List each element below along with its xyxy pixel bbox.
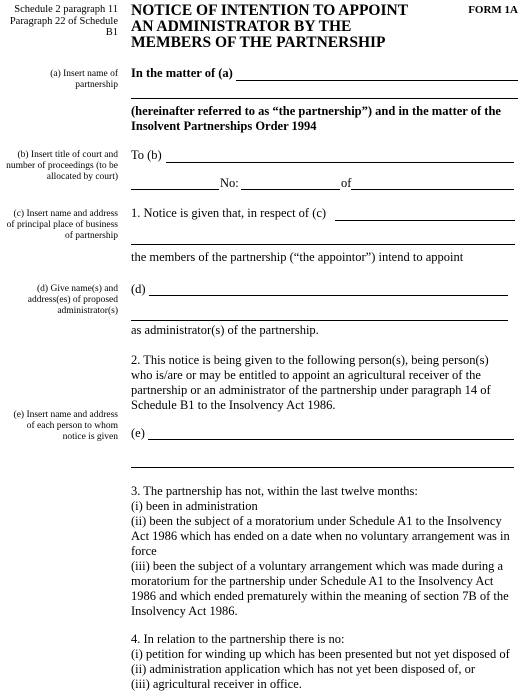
as-administrator-text: as administrator(s) of the partnership. [131,323,319,337]
form-number: FORM 1A [468,4,518,16]
para4-line: 4. In relation to the partnership there is no: [131,632,345,646]
of-label: of [341,176,352,190]
para3-line: force [131,544,157,558]
to-b-label: To (b) [131,148,162,162]
recipient-field-line2[interactable] [131,467,514,468]
form-title [131,3,431,51]
para3-line: 3. The partnership has not, within the last twelve months: [131,484,418,498]
para3-line: Act 1986 which has ended on a date when no voluntary arrangement was in [131,529,510,543]
side-note-d [4,284,118,317]
proceedings-number-field[interactable] [241,189,340,190]
e-label: (e) [131,426,145,440]
side-note-line: allocated by court) [46,172,118,182]
schedule-ref-line: B1 [105,27,118,38]
para2-line: Schedule B1 to the Insolvency Act 1986. [131,398,336,412]
para3-line: moratorium for the partnership under Schedule A1 to the Insolvency Act [131,574,494,588]
para4-line: (i) petition for winding up which has been presented but not yet disposed of [131,647,510,661]
para2-line: 2. This notice is being given to the following person(s), being person(s) [131,353,489,367]
side-note-line: of each person to whom [26,421,118,431]
schedule-reference [4,4,118,39]
para4-line: (ii) administration application which has not yet been disposed of, or [131,662,476,676]
para3-line: (i) been in administration [131,499,258,513]
proceedings-year-field[interactable] [351,189,514,190]
title-line: NOTICE OF INTENTION TO APPOINT [131,2,409,19]
hereinafter-line: (hereinafter referred to as “the partnership”) and in the matter of the [131,104,501,118]
paragraph-3 [131,484,523,619]
matter-of-label: In the matter of (a) [131,66,233,80]
court-field-prefix[interactable] [131,189,219,190]
side-note-line: (b) Insert title of court and [17,150,118,160]
side-note-e [4,410,118,443]
hereinafter-line: Insolvent Partnerships Order 1994 [131,119,317,133]
side-note-line: (e) Insert name and address [13,410,118,420]
side-note-b [4,150,118,183]
hereinafter-text [131,104,523,134]
administrator-name-field[interactable] [149,295,508,296]
side-note-c [4,209,118,242]
partnership-name-field-line2[interactable] [131,98,518,99]
para3-line: Insolvency Act 1986. [131,604,238,618]
side-note-line: administrator(s) [57,306,118,316]
partnership-name-field[interactable] [236,80,518,81]
side-note-line: of partnership [64,231,118,241]
side-note-line: partnership [75,80,118,90]
para3-line: 1986 and which ended prematurely within the meaning of section 7B of the [131,589,509,603]
para4-line: (iii) agricultural receiver in office. [131,677,302,691]
side-note-a [4,69,118,91]
side-note-line: (c) Insert name and address [13,209,118,219]
side-note-line: notice is given [62,432,118,442]
title-line: MEMBERS OF THE PARTNERSHIP [131,34,386,51]
side-note-line: (a) Insert name of [50,69,118,79]
d-label: (d) [131,282,146,296]
title-line: AN ADMINISTRATOR BY THE [131,18,352,35]
business-address-field[interactable] [335,220,515,221]
administrator-address-field[interactable] [131,320,508,321]
paragraph-4 [131,632,523,692]
para2-line: partnership or an administrator of the partnership under paragraph 14 of [131,383,491,397]
paragraph-1: 1. Notice is given that, in respect of (c) [131,206,327,220]
court-title-field[interactable] [166,162,514,163]
paragraph-2 [131,353,523,413]
para2-line: who is/are or may be entitled to appoint an agricultural receiver of the [131,368,481,382]
schedule-ref-line: Paragraph 22 of Schedule [9,15,118,27]
no-label: No: [220,176,239,190]
recipient-field[interactable] [148,439,514,440]
side-note-line: address(es) of proposed [27,295,118,305]
members-appointor-text: the members of the partnership (“the appointor”) intend to appoint [131,250,464,264]
para3-line: (iii) been the subject of a voluntary arrangement which was made during a [131,559,504,573]
business-address-field-line2[interactable] [131,244,515,245]
side-note-line: number of proceedings (to be [6,161,118,171]
schedule-ref-line: Schedule 2 paragraph 11 [14,4,118,15]
side-note-line: of principal place of business [6,220,118,230]
para3-line: (ii) been the subject of a moratorium under Schedule A1 to the Insolvency [131,514,502,528]
side-note-line: (d) Give name(s) and [37,284,118,294]
